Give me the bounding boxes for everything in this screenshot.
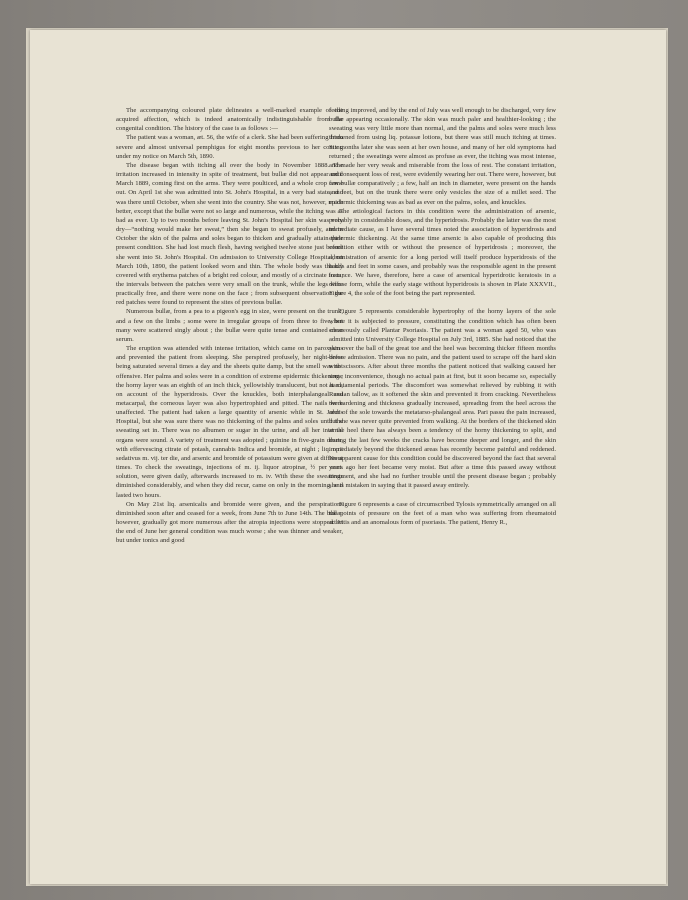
left-text-column — [116, 106, 343, 546]
paragraph: The accompanying coloured plate delineates a well-marked example of the acquired affection, which is indeed anatomically indistinguishable from the congenital condition. The history of the case is as follows :— — [116, 107, 343, 133]
paragraph: Figure 5 represents considerable hypertrophy of the horny layers of the sole where it is subjected to pressure, constituting the condition which has often been erroneously called Plantar Psoriasis. The patient was a woman aged 50, who was admitted into University College Hospital on July 3rd, 1885. She had noticed that the skin over the ball of the great toe and the heel was becoming thicker fifteen months before admission. There was no pain, and the patient used to scrape off the hard skin with scissors. After about three months the patient noticed that walking caused her some inconvenience, though no actual pain at first, but it soon became so, especially at catamenial periods. The discomfort was somewhat relieved by rubbing it with Russian tallow, as it softened the skin and prevented it from cracking. Nevertheless the hardening and thickness gradually increased, spreading from the heel across the arch of the sole towards the metatarso-phalangeal area. Pari passu the pain increased, but she was never quite prevented from walking. At the borders of the thickened skin at the heel there has always been a tendency of the horny thickening to split, and during the last few weeks the cracks have become deeper and longer, and the skin immediately beyond the thickened areas has recently become painful and reddened. No apparent cause for this condition could be discovered beyond the fact that several years ago her feet became very moist. But after a time this passed away without treatment, and she had no further trouble until the present disease began ; probably she is mistaken in saying that it passed away entirely. — [329, 308, 556, 490]
right-text-column — [329, 106, 556, 527]
paragraph: The patient was a woman, æt. 56, the wife of a clerk. She had been suffering from severe and almost universal pemphigus for eight months previous to her coming under my notice on March 5th, 1890. — [116, 134, 343, 160]
paragraph: The eruption was attended with intense irritation, which came on in paroxysms and prevented the patient from sleeping. She perspired profusely, her night-dress being saturated several times a day and the sheets quite damp, but the smell was not offensive. Her palms and soles were in a condition of extreme epidermic thickening ; the horny layer was an eighth of an inch thick, yellowishly translucent, but not hard, on account of the hyperidrosis. Over the knuckles, both interphalangeal and metacarpal, the corneous layer was also hypertrophied and pitted. The nails were unaffected. The patient had taken a large quantity of arsenic while in St. John's Hospital, but she was sure there was no thickening of the palms and soles until the sweating set in. There was no albumen or sugar in the urine, and all her internal organs were sound. A variety of treatment was adopted ; quinine in five-grain doses, with effervescing citrate of potash, cannabis Indica and bromide, at night ; liq. opii sedativus m. vij. ter die, and arsenic and bromide of potassium were given at different times. To check the sweatings, injections of m. ij. liquor atropinæ, ½ per cent. solution, were given daily, afterwards increased to m. iv. With these the sweatings diminished considerably, and when they did recur, came on only in the morning, and lasted two hours. — [116, 345, 343, 499]
paragraph: The ætiological factors in this condition were the administration of arsenic, probably in considerable doses, and the hyperidrosis. Probably the latter was the most immediate cause, as I have several times noted the association of hyperidrosis and epidermic thickening. At the same time arsenic is also capable of producing this condition either with or without the presence of hyperidrosis ; moreover, the administration of arsenic for a long period will itself produce hyperidrosis of the hands and feet in some cases, and probably was the responsible agent in the present instance. We have, therefore, here a case of arsenical hyperidrotic keratosis in a diffuse form, while the early stage without hyperidrosis is shown in Plate XXXVII., Figure 4, the sole of the foot being the part represented. — [329, 207, 556, 298]
paragraph: Figure 6 represents a case of circumscribed Tylosis symmetrically arranged on all the points of pressure on the feet of a man who was suffering from rheumatoid arthritis and an anomalous form of psoriasis. The patient, Henry R., — [329, 500, 556, 526]
paragraph: Numerous bullæ, from a pea to a pigeon's egg in size, were present on the trunk, and a few on the limbs ; some were in irregular groups of from three to five, but many were scattered singly about ; the bullæ were quite tense and contained clear serum. — [116, 308, 343, 343]
paragraph: feeding improved, and by the end of July was well enough to be discharged, very few bullæ appearing occasionally. The skin was much paler and healthier-looking ; the sweating was very little more than normal, and the palms and soles were much less thickened from using liq. potassæ lotions, but there was still much itching at times. Six months later she was seen at her own house, and many of her old symptoms had returned ; the sweatings were almost as profuse as ever, the itching was most intense, and made her very weak and miserable from the loss of rest. The constant irritation, and consequent loss of rest, were evidently wearing her out. There were, however, but few bullæ comparatively ; a few, half an inch in diameter, were present on the hands and feet, but on the trunk there were only vesicles the size of a millet seed. The epidermic thickening was as bad as ever on the palms, soles, and knuckles. — [329, 107, 556, 206]
paragraph: The disease began with itching all over the body in November 1888. The irritation increased in intensity in spite of treatment, but bullæ did not appear until March 1889, coming first on the arms. They were poulticed, and a whole crop came out. On April 1st she was admitted into St. John's Hospital, in a very bad state, and was there until October, when she went into the country. She was not, however, much better, except that the bullæ were not so large and numerous, while the itching was as bad as ever. Up to two months before leaving St. John's Hospital her skin was very dry—“nothing would make her sweat,” then she began to sweat profusely, and in October the skin of the palms and soles began to thicken and gradually attain their present condition. She had lost much flesh, having weighed twelve stone just before she went into St. John's Hospital. On admission to University College Hospital, on March 10th, 1890, the patient looked worn and thin. The whole body was thickly covered with erythema patches of a bright red colour, and mostly of a circinate form, the intervals between the patches were very small on the trunk, while the legs were practically free, and there were none on the face ; from subsequent observation the red patches were found to represent the sites of previous bullæ. — [116, 161, 343, 307]
paragraph: On May 21st liq. arsenicalis and bromide were given, and the perspirations diminished soon after and ceased for a week, from June 7th to June 14th. The bullæ, however, gradually got more numerous after the atropia injections were stopped. At the end of June her general condition was much worse ; she was thinner and weaker, but under tonics and good — [116, 500, 343, 545]
